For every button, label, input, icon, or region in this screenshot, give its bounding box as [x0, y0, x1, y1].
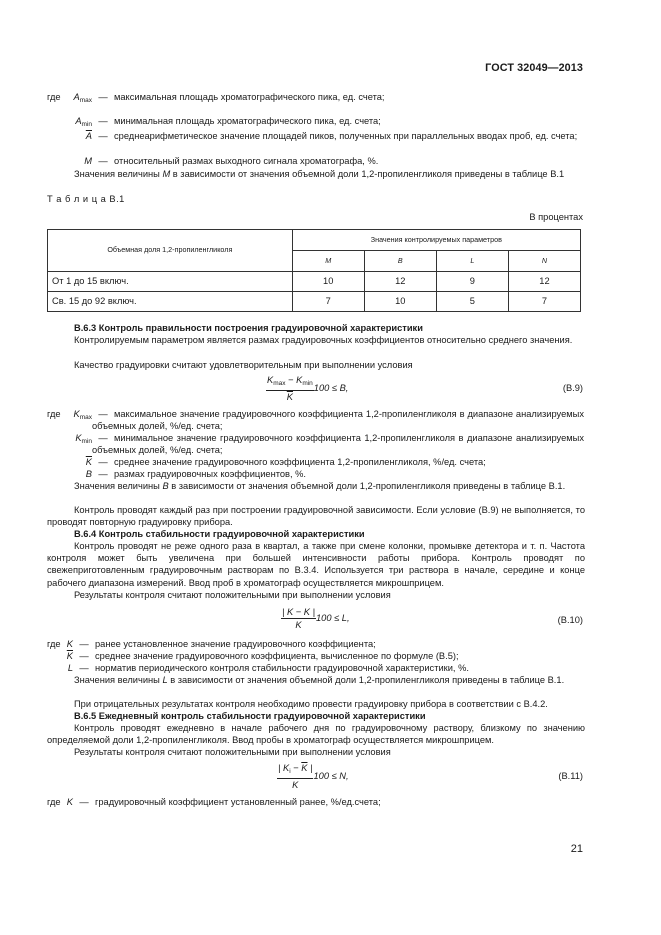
symbol-k-min: $K_{min}$ [75, 433, 92, 445]
definition-a-min: — минимальная площадь хроматографического пика, ед. счета; [98, 116, 381, 126]
paragraph-b63-3: Контроль проводят каждый раз при построении градуировочной зависимости. Если условие (В.9) не выполняется, то проводят повторную градуировку прибора. [47, 505, 585, 528]
column-header-volume-fraction: Объемная доля 1,2-пропиленгликоля [48, 230, 293, 272]
table-units: В процентах [529, 212, 583, 222]
column-header-b: B [364, 251, 436, 272]
table-b1 [47, 229, 581, 312]
cell-value: 5 [436, 292, 508, 312]
definition-m: — относительный размах выходного сигнала хроматографа, %. [98, 156, 379, 166]
definition-l: — норматив периодического контроля стабильности градуировочной характеристики, %. [79, 663, 469, 673]
note-m: Значения величины M в зависимости от значения объемной доли 1,2-пропиленгликоля приведены в таблице В.1 [74, 169, 565, 179]
paragraph-b64-2: Результаты контроля считают положительными при выполнении условия [74, 590, 391, 600]
definition-k: — ранее установленное значение градуировочного коэффициента; [79, 639, 376, 649]
equation-number-b9: (В.9) [562, 383, 583, 393]
paragraph-b65-1: Контроль проводят ежедневно в начале рабочего дня по градуировочному раствору, близкому по значению определяемой доли 1,2-пропиленгликоля. Ввод пробы в хроматограф осуществляется микрошприцем. [47, 723, 585, 746]
symbol-a-min: $A_{min}$ [75, 116, 92, 128]
where-word: где [47, 92, 61, 102]
row-label: Св. 15 до 92 включ. [48, 292, 293, 312]
paragraph-b64-3: При отрицательных результатах контроля необходимо провести градуировку прибора в соответствии с В.4.2. [74, 699, 548, 709]
definition-k-daily: — градуировочный коэффициент установленный ранее, %/ед.счета; [79, 797, 381, 807]
cell-value: 7 [292, 292, 364, 312]
column-header-l: L [436, 251, 508, 272]
formula-b9: $\frac{K_{max} - K_{min}}{K}$ 100 ≤ B, [267, 375, 349, 402]
paragraph-b64-1: Контроль проводят не реже одного раза в квартал, а также при смене колонки, промывке детектора и т. п. Частота контроля может быть увеличена при большей интенсивности работы прибора. Контроль проводят по свежеприготовленным градуировочным растворам по В.3.4. Используется три раствора в начале, середине и конце рабочего диапазона измерений. Ввод проб в хроматограф осуществляется микрошприцем. [47, 541, 585, 588]
definition-k-mean: — среднее значение градуировочного коэффициента, вычисленное по формуле (В.5); [79, 651, 459, 661]
where-word: где [47, 639, 61, 649]
section-title-b65: В.6.5 Ежедневный контроль стабильности градуировочной характеристики [74, 711, 426, 721]
symbol-m: M [84, 156, 92, 166]
cell-value: 10 [292, 272, 364, 292]
symbol-k: K [66, 797, 73, 807]
cell-value: 12 [508, 272, 580, 292]
equation-number-b10: (В.10) [557, 615, 583, 625]
cell-value: 10 [364, 292, 436, 312]
symbol-k-mean: $\overline{K}$ [85, 457, 92, 467]
definition-a-max: — максимальная площадь хроматографического пика, ед. счета; [98, 92, 385, 102]
symbol-a-mean: $\overline{A}$ [85, 131, 92, 141]
note-l: Значения величины L в зависимости от значения объемной доли 1,2-пропиленгликоля приведены в таблице В.1. [74, 675, 565, 685]
table-row [48, 292, 581, 312]
definition-b: — размах градуировочных коэффициентов, %. [98, 469, 307, 479]
section-title-b64: В.6.4 Контроль стабильности градуировочной характеристики [74, 529, 365, 539]
where-word: где [47, 409, 61, 419]
symbol-k-max: $K_{max}$ [73, 409, 92, 421]
note-b: Значения величины B в зависимости от значения объемной доли 1,2-пропиленгликоля приведены в таблице В.1. [74, 481, 566, 491]
equation-number-b11: (В.11) [558, 771, 583, 781]
symbol-a-max: $A_{max}$ [73, 92, 92, 104]
cell-value: 9 [436, 272, 508, 292]
symbol-l: L [67, 663, 73, 673]
definition-k-max: — максимальное значение градуировочного коэффициента 1,2-пропиленгликоля в диапазоне анализируемых объемных долей, %/ед. счета; [92, 409, 584, 432]
paragraph-b65-2: Результаты контроля считают положительными при выполнении условия [74, 747, 391, 757]
formula-b11: $\frac{| K_i - \overline{K} |}{K}$ 100 ≤ N, [278, 763, 349, 790]
definition-a-mean: — среднеарифметическое значение площадей пиков, полученных при параллельных вводах проб, ед. счета; [98, 131, 578, 141]
symbol-k-mean: $\overline{K}$ [66, 651, 73, 661]
symbol-k: K [66, 639, 73, 649]
column-header-n: N [508, 251, 580, 272]
definition-k-mean: — среднее значение градуировочного коэффициента 1,2-пропиленгликоля, %/ед. счета; [98, 457, 486, 467]
section-title-b63: В.6.3 Контроль правильности построения градуировочной характеристики [74, 323, 423, 333]
formula-b10: $\frac{| K - K |}{K}$ 100 ≤ L, [282, 607, 350, 630]
cell-value: 12 [364, 272, 436, 292]
column-header-m: M [292, 251, 364, 272]
page-number: 21 [570, 843, 583, 855]
column-group-header: Значения контролируемых параметров [292, 230, 580, 251]
table-caption: Т а б л и ц а В.1 [47, 194, 125, 204]
table-row [48, 272, 581, 292]
row-label: От 1 до 15 включ. [48, 272, 293, 292]
cell-value: 7 [508, 292, 580, 312]
paragraph-b63-2: Качество градуировки считают удовлетворительным при выполнении условия [74, 360, 413, 370]
standard-number: ГОСТ 32049—2013 [485, 62, 583, 74]
symbol-b: B [85, 469, 92, 479]
paragraph-b63-1: Контролируемым параметром является размах градуировочных коэффициентов относительно среднего значения. [74, 335, 573, 345]
definition-k-min: — минимальное значение градуировочного коэффициента 1,2-пропиленгликоля в диапазоне анализируемых объемных долей, %/ед. счета; [92, 433, 584, 456]
where-word: где [47, 797, 61, 807]
